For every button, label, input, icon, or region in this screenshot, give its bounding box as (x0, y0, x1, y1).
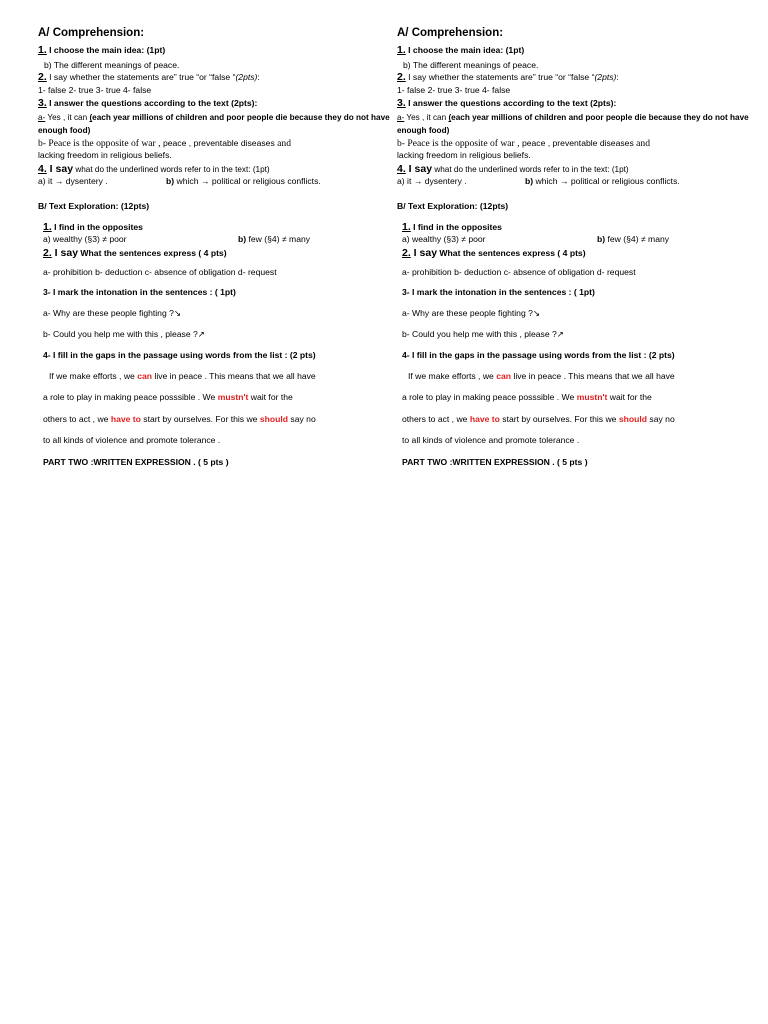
q3a-rest: each year millions of children and poor people die because they do not have enough food) (397, 113, 749, 135)
passage-line-2 (397, 392, 749, 403)
q4-answers (38, 176, 390, 187)
q2-text: I say whether the statements are” true “or “false “ (405, 72, 595, 83)
passage-2-pre: a role to play in making peace posssible . We (43, 392, 218, 403)
e1-answer-b: few (§4) ≠ many (246, 234, 311, 245)
q3-text: I answer the questions according to the text (2pts): (405, 98, 617, 109)
q2-answer: 1- false 2- true 3- true 4- false (38, 85, 152, 96)
q3b-answer (38, 138, 390, 150)
e2-answers: a- prohibition b- deduction c- absence of obligation d- request (43, 266, 277, 277)
e2-number: 2. (402, 246, 411, 259)
q3b-serif-part2: and (633, 137, 651, 149)
q2-line (38, 71, 390, 84)
q3a-letter: a- (397, 113, 405, 123)
e1-answers (397, 234, 749, 245)
q4-line (397, 163, 749, 176)
e2-number: 2. (43, 246, 52, 259)
q3a-answer (397, 112, 749, 137)
e1-line (38, 221, 390, 234)
q1-text: I choose the main idea: (1pt) (405, 45, 525, 56)
passage-line-1 (38, 371, 390, 382)
q4-answer-b: which → political or religious conflicts. (174, 176, 321, 187)
e1-answer-a: a) wealthy (§3) ≠ poor (43, 234, 127, 245)
q2-colon: : (257, 72, 260, 83)
q3a-answer (38, 112, 390, 137)
e1-answer-b-label: b) (238, 234, 247, 245)
q4-number: 4. (397, 163, 406, 176)
q2-line (397, 71, 749, 84)
q3a-pre: Yes , it can (404, 113, 449, 123)
q3b-serif-part1: b- Peace is the opposite of war , (38, 137, 161, 149)
q3b-sans-part: peace , preventable diseases (160, 137, 275, 148)
passage-3-pre: others to act , we (43, 414, 111, 425)
q3a-pre: Yes , it can (45, 113, 90, 123)
q4-line (38, 163, 390, 176)
e2-say: I say (51, 246, 79, 259)
q3-line (38, 97, 390, 110)
passage-1-pre: If we make efforts , we (408, 370, 497, 381)
passage-line-4: to all kinds of violence and promote tolerance . (402, 434, 580, 445)
comprehension-title: A/ Comprehension: (38, 27, 145, 39)
e1-answer-a: a) wealthy (§3) ≠ poor (402, 234, 486, 245)
e1-text: I find in the opposites (51, 221, 143, 232)
e1-line (397, 221, 749, 234)
q1-answer: b) The different meanings of peace. (44, 59, 180, 70)
passage-3-post: say no (288, 414, 316, 425)
q2-answer: 1- false 2- true 3- true 4- false (397, 85, 511, 96)
q4-answer-a: a) it → dysentery . (397, 176, 467, 187)
passage-1-post: live in peace . This means that we all have (152, 370, 316, 381)
q1-number: 1. (397, 44, 406, 57)
gap-answer-mustnt: mustn't (576, 392, 608, 403)
e2-text: What the sentences express ( 4 pts) (78, 247, 227, 258)
q3-number: 3. (397, 97, 406, 110)
q4-answer-b-label: b) (525, 176, 534, 187)
q3b-serif-part1: b- Peace is the opposite of war , (397, 137, 520, 149)
e4-line: 4- I fill in the gaps in the passage using words from the list : (2 pts) (402, 349, 675, 360)
q2-colon: : (616, 72, 619, 83)
passage-2-post: wait for the (607, 392, 652, 403)
e4-line: 4- I fill in the gaps in the passage using words from the list : (2 pts) (43, 349, 316, 360)
passage-3-pre: others to act , we (402, 414, 470, 425)
q2-points: (2pts) (594, 72, 617, 83)
passage-line-3 (397, 414, 749, 425)
e2-answers: a- prohibition b- deduction c- absence of obligation d- request (402, 266, 636, 277)
passage-1-post: live in peace . This means that we all have (511, 370, 675, 381)
gap-answer-have-to: have to (469, 414, 500, 425)
q2-number: 2. (397, 71, 406, 84)
q4-text: what do the underlined words refer to in the text: (1pt) (73, 165, 270, 175)
answer-column-left (38, 26, 390, 467)
q4-say: I say (46, 163, 74, 176)
passage-2-pre: a role to play in making peace posssible . We (402, 392, 577, 403)
q3b-serif-part2: and (274, 137, 292, 149)
q4-number: 4. (38, 163, 47, 176)
part-two-heading: PART TWO :WRITTEN EXPRESSION . ( 5 pts ) (43, 456, 229, 467)
q3a-letter: a- (38, 113, 46, 123)
q4-say: I say (405, 163, 433, 176)
q3a-paren: ( (89, 113, 93, 123)
q1-line (38, 44, 390, 57)
e1-answer-b: few (§4) ≠ many (605, 234, 670, 245)
comprehension-title: A/ Comprehension: (397, 27, 504, 39)
q1-text: I choose the main idea: (1pt) (46, 45, 166, 56)
gap-answer-have-to: have to (110, 414, 141, 425)
passage-line-2 (38, 392, 390, 403)
gap-answer-can: can (496, 370, 512, 381)
q1-answer: b) The different meanings of peace. (403, 59, 539, 70)
q4-answer-b-label: b) (166, 176, 175, 187)
e2-line (38, 247, 390, 260)
e2-text: What the sentences express ( 4 pts) (437, 247, 586, 258)
q2-number: 2. (38, 71, 47, 84)
e3-answer-a: a- Why are these people fighting ?↘ (43, 308, 182, 319)
q3-text: I answer the questions according to the text (2pts): (46, 98, 258, 109)
part-two-heading: PART TWO :WRITTEN EXPRESSION . ( 5 pts ) (402, 456, 588, 467)
e1-answer-b-label: b) (597, 234, 606, 245)
e3-answer-b: b- Could you help me with this , please ?↗ (43, 329, 205, 340)
passage-line-4: to all kinds of violence and promote tolerance . (43, 434, 221, 445)
passage-line-1 (397, 371, 749, 382)
q3b-answer-line2: lacking freedom in religious beliefs. (397, 149, 531, 160)
passage-3-post: say no (647, 414, 675, 425)
q3b-sans-part: peace , preventable diseases (519, 137, 634, 148)
e3-line: 3- I mark the intonation in the sentences : ( 1pt) (402, 286, 595, 297)
e2-say: I say (410, 246, 438, 259)
passage-1-pre: If we make efforts , we (49, 370, 138, 381)
e3-line: 3- I mark the intonation in the sentences : ( 1pt) (43, 286, 236, 297)
e1-answers (38, 234, 390, 245)
answer-column-right (397, 26, 749, 467)
q3-number: 3. (38, 97, 47, 110)
q2-points: (2pts) (235, 72, 258, 83)
passage-3-mid: start by ourselves. For this we (499, 414, 619, 425)
gap-answer-should: should (259, 414, 289, 425)
e1-number: 1. (43, 220, 52, 233)
q4-answer-a: a) it → dysentery . (38, 176, 108, 187)
q4-text: what do the underlined words refer to in the text: (1pt) (432, 165, 629, 175)
gap-answer-should: should (618, 414, 648, 425)
q4-answer-b: which → political or religious conflicts. (533, 176, 680, 187)
passage-2-post: wait for the (248, 392, 293, 403)
e1-text: I find in the opposites (410, 221, 502, 232)
exploration-title: B/ Text Exploration: (12pts) (397, 201, 509, 212)
gap-answer-mustnt: mustn't (217, 392, 249, 403)
q3a-paren: ( (448, 113, 452, 123)
e2-line (397, 247, 749, 260)
exploration-title: B/ Text Exploration: (12pts) (38, 201, 150, 212)
q3b-answer-line2: lacking freedom in religious beliefs. (38, 149, 172, 160)
q3b-answer (397, 138, 749, 150)
q1-line (397, 44, 749, 57)
gap-answer-can: can (137, 370, 153, 381)
e1-number: 1. (402, 220, 411, 233)
passage-line-3 (38, 414, 390, 425)
passage-3-mid: start by ourselves. For this we (140, 414, 260, 425)
e3-answer-a: a- Why are these people fighting ?↘ (402, 308, 541, 319)
q3a-rest: each year millions of children and poor people die because they do not have enough food) (38, 113, 390, 135)
e3-answer-b: b- Could you help me with this , please ?↗ (402, 329, 564, 340)
q3-line (397, 97, 749, 110)
q4-answers (397, 176, 749, 187)
q1-number: 1. (38, 44, 47, 57)
q2-text: I say whether the statements are” true “or “false “ (46, 72, 236, 83)
